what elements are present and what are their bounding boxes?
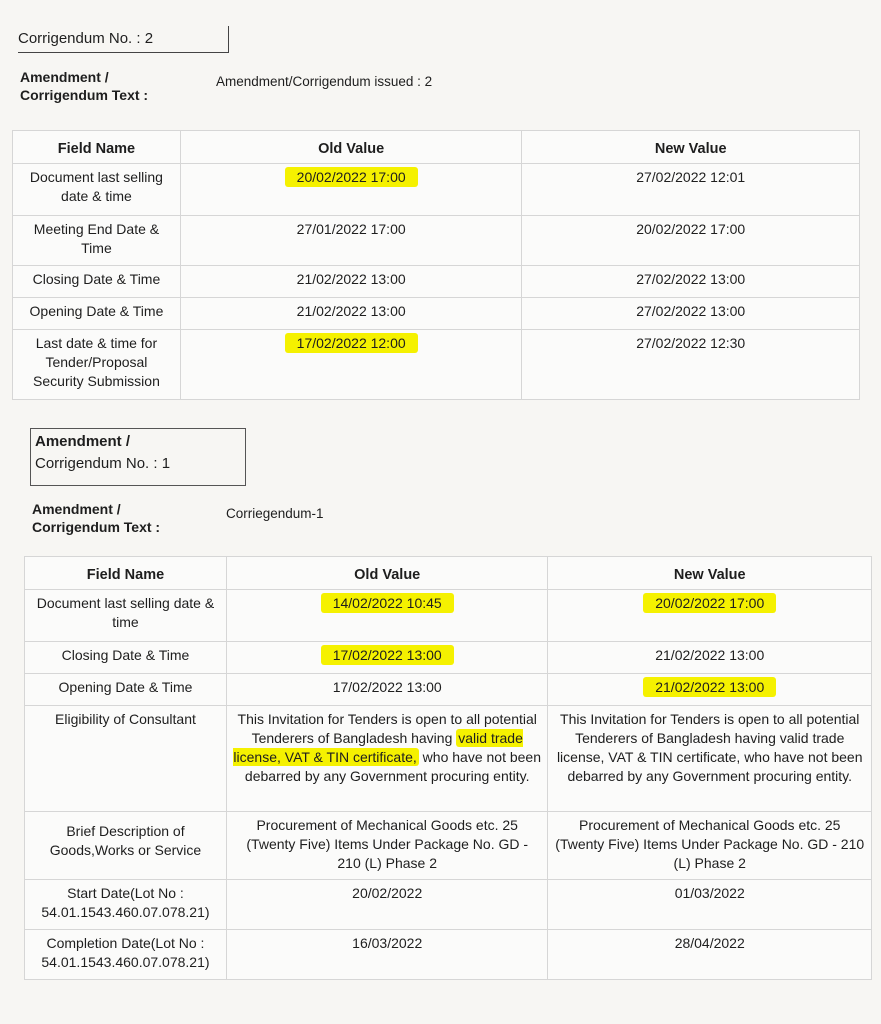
text-label-line2: Corrigendum Text : (20, 87, 149, 103)
corrigendum-1-text-value: Corriegendum-1 (226, 506, 324, 521)
corrigendum-2-number: Corrigendum No. : 2 (18, 30, 154, 47)
old-value-cell (226, 706, 548, 812)
new-value-cell: 27/02/2022 12:30 (522, 330, 860, 400)
table-row (13, 164, 860, 216)
new-value-cell: 20/02/2022 17:00 (522, 216, 860, 266)
header-new-value: New Value (548, 557, 872, 590)
field-cell: Closing Date & Time (25, 642, 227, 674)
new-value-cell: Procurement of Mechanical Goods etc. 25 (Twenty Five) Items Under Package No. GD - 210 (L) Phase 2 (548, 812, 872, 880)
highlighted-value: 20/02/2022 17:00 (285, 167, 418, 187)
corrigendum-1-text-label (32, 500, 160, 536)
header-old-value: Old Value (226, 557, 548, 590)
table-row (25, 706, 872, 812)
corrigendum-2-label (18, 26, 229, 53)
new-value-cell: 28/04/2022 (548, 930, 872, 980)
old-value-cell (180, 164, 522, 216)
label-line2: Corrigendum No. : 1 (35, 455, 171, 472)
old-value-cell (226, 590, 548, 642)
new-value-cell (548, 590, 872, 642)
field-cell: Meeting End Date & Time (13, 216, 181, 266)
old-value-cell: 20/02/2022 (226, 880, 548, 930)
new-value-cell: 21/02/2022 13:00 (548, 642, 872, 674)
old-value-cell: 21/02/2022 13:00 (180, 298, 522, 330)
highlighted-value: 14/02/2022 10:45 (321, 593, 454, 613)
field-cell: Document last selling date & time (25, 590, 227, 642)
field-cell: Document last selling date & time (13, 164, 181, 216)
old-value-cell: 27/01/2022 17:00 (180, 216, 522, 266)
field-cell: Opening Date & Time (25, 674, 227, 706)
eligibility-text-end: who have not been debarred by any Government procuring entity. (244, 749, 541, 784)
new-value-cell: 27/02/2022 13:00 (522, 266, 860, 298)
old-value-cell: 16/03/2022 (226, 930, 548, 980)
old-value-cell: Procurement of Mechanical Goods etc. 25 (Twenty Five) Items Under Package No. GD - 210 (L) Phase 2 (226, 812, 548, 880)
new-value-cell: 01/03/2022 (548, 880, 872, 930)
header-old-value: Old Value (180, 131, 522, 164)
table-row (25, 812, 872, 880)
header-field-name: Field Name (13, 131, 181, 164)
corrigendum-2-text-value: Amendment/Corrigendum issued : 2 (216, 74, 433, 89)
field-cell: Closing Date & Time (13, 266, 181, 298)
corrigendum-1-table (24, 556, 872, 980)
field-cell: Completion Date(Lot No : 54.01.1543.460.07.078.21) (25, 930, 227, 980)
field-cell: Brief Description of Goods,Works or Service (25, 812, 227, 880)
highlighted-value: 17/02/2022 13:00 (321, 645, 454, 665)
table-header-row (25, 557, 872, 590)
table-header-row (13, 131, 860, 164)
table-row (25, 880, 872, 930)
table-row (13, 330, 860, 400)
table-row (13, 266, 860, 298)
new-value-cell: 27/02/2022 13:00 (522, 298, 860, 330)
new-value-cell: This Invitation for Tenders is open to all potential Tenderers of Bangladesh having valid trade license, VAT & TIN certificate, who have not been debarred by any Government procuring entity. (548, 706, 872, 812)
eligibility-text-start: This Invitation for Tenders is open to all potential Tenderers of Bangladesh having (237, 711, 537, 746)
old-value-cell: 17/02/2022 13:00 (226, 674, 548, 706)
table-row (25, 642, 872, 674)
field-cell: Start Date(Lot No : 54.01.1543.460.07.078.21) (25, 880, 227, 930)
field-cell: Last date & time for Tender/Proposal Security Submission (13, 330, 181, 400)
field-cell: Opening Date & Time (13, 298, 181, 330)
new-value-cell (548, 674, 872, 706)
highlighted-value: valid trade license, VAT & TIN certificate, (233, 730, 523, 765)
text-label-line1: Amendment / (20, 69, 109, 85)
table-row (13, 216, 860, 266)
text-label-line1: Amendment / (32, 501, 121, 517)
old-value-cell: 21/02/2022 13:00 (180, 266, 522, 298)
highlighted-value: 20/02/2022 17:00 (643, 593, 776, 613)
header-new-value: New Value (522, 131, 860, 164)
table-row (25, 590, 872, 642)
table-row (13, 298, 860, 330)
text-label-line2: Corrigendum Text : (32, 519, 161, 535)
highlighted-value: 21/02/2022 13:00 (643, 677, 776, 697)
new-value-cell: 27/02/2022 12:01 (522, 164, 860, 216)
table-row (25, 674, 872, 706)
old-value-cell (226, 642, 548, 674)
old-value-cell (180, 330, 522, 400)
field-cell: Eligibility of Consultant (25, 706, 227, 812)
label-line1: Amendment / (35, 433, 131, 450)
corrigendum-2-table (12, 130, 860, 400)
corrigendum-2-text-label (20, 68, 148, 104)
header-field-name: Field Name (25, 557, 227, 590)
table-row (25, 930, 872, 980)
corrigendum-1-label (30, 428, 246, 486)
highlighted-value: 17/02/2022 12:00 (285, 333, 418, 353)
